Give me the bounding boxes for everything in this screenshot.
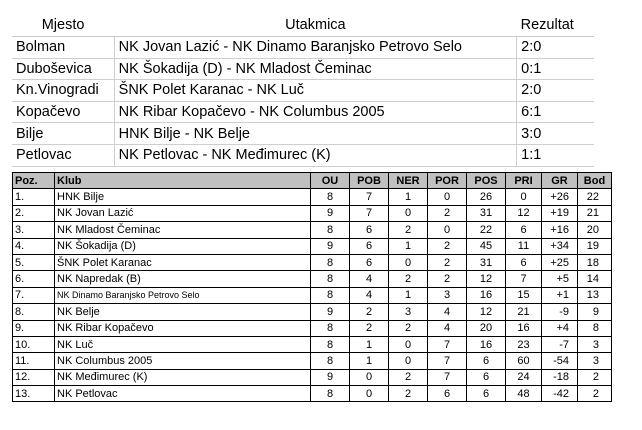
standing-points: 22 [578,189,612,205]
standing-goal-diff: +34 [542,238,578,254]
standing-losses: 2 [428,238,467,254]
standing-points: 18 [578,254,612,270]
standing-position: 12. [13,369,55,385]
standing-losses: 7 [428,369,467,385]
standing-position: 11. [13,353,55,369]
standing-points: 3 [578,353,612,369]
standing-position: 4. [13,238,55,254]
standing-club: NK Napredak (B) [55,271,311,287]
standing-row [13,205,612,221]
standing-wins: 2 [350,304,389,320]
standing-club: NK Columbus 2005 [55,353,311,369]
standing-points: 21 [578,205,612,221]
standing-draws: 2 [389,386,428,402]
header-pri: PRI [506,173,542,189]
header-ou: OU [311,173,350,189]
standing-club: NK Dinamo Baranjsko Petrovo Selo [55,287,311,303]
standing-position: 2. [13,205,55,221]
standing-losses: 2 [428,205,467,221]
standing-draws: 0 [389,353,428,369]
standing-wins: 6 [350,238,389,254]
standing-losses: 4 [428,304,467,320]
standing-draws: 2 [389,369,428,385]
standing-position: 7. [13,287,55,303]
standing-losses: 0 [428,189,467,205]
standing-goal-diff: +1 [542,287,578,303]
result-match: NK Ribar Kopačevo - NK Columbus 2005 [114,101,516,123]
standing-position: 10. [13,336,55,352]
standing-draws: 2 [389,271,428,287]
header-por: POR [428,173,467,189]
standing-row [13,369,612,385]
standing-played: 9 [311,205,350,221]
standing-played: 9 [311,369,350,385]
standing-points: 13 [578,287,612,303]
result-match: NK Šokadija (D) - NK Mladost Čeminac [114,58,516,80]
standing-draws: 2 [389,222,428,238]
standing-points: 2 [578,386,612,402]
header-bod: Bod [578,173,612,189]
standing-draws: 1 [389,189,428,205]
standing-losses: 6 [428,386,467,402]
standing-goals-against: 48 [506,386,542,402]
standing-points: 9 [578,304,612,320]
standing-goals-for: 12 [467,271,506,287]
standing-goal-diff: +25 [542,254,578,270]
standing-points: 3 [578,336,612,352]
result-score: 3:0 [517,123,594,145]
standing-draws: 3 [389,304,428,320]
result-place: Bolman [12,37,114,59]
standing-played: 8 [311,336,350,352]
header-pos-goals: POS [467,173,506,189]
standing-losses: 2 [428,271,467,287]
standing-wins: 1 [350,353,389,369]
standing-club: HNK Bilje [55,189,311,205]
standing-losses: 2 [428,254,467,270]
standing-club: NK Šokadija (D) [55,238,311,254]
standing-draws: 0 [389,336,428,352]
standing-wins: 7 [350,189,389,205]
standing-wins: 2 [350,320,389,336]
standing-goal-diff: -9 [542,304,578,320]
standing-goals-for: 6 [467,386,506,402]
standing-goals-against: 0 [506,189,542,205]
standing-goals-against: 21 [506,304,542,320]
standing-draws: 1 [389,238,428,254]
standing-goals-against: 7 [506,271,542,287]
result-place: Petlovac [12,144,114,166]
standing-goals-against: 6 [506,222,542,238]
standing-goals-against: 6 [506,254,542,270]
standing-played: 8 [311,353,350,369]
result-place: Kopačevo [12,101,114,123]
standing-row [13,336,612,352]
standing-row [13,320,612,336]
standing-points: 2 [578,369,612,385]
standing-losses: 7 [428,353,467,369]
standing-position: 3. [13,222,55,238]
standing-losses: 4 [428,320,467,336]
result-score: 6:1 [517,101,594,123]
standing-points: 19 [578,238,612,254]
standing-wins: 4 [350,271,389,287]
header-club: Klub [55,173,311,189]
standing-goals-for: 45 [467,238,506,254]
standing-points: 14 [578,271,612,287]
standing-goals-against: 16 [506,320,542,336]
standing-goals-for: 6 [467,353,506,369]
standing-wins: 0 [350,386,389,402]
standing-goals-for: 16 [467,287,506,303]
standing-wins: 0 [350,369,389,385]
standing-goals-against: 11 [506,238,542,254]
result-match: ŠNK Polet Karanac - NK Luč [114,80,516,102]
standing-goal-diff: -54 [542,353,578,369]
standing-club: ŠNK Polet Karanac [55,254,311,270]
standing-losses: 0 [428,222,467,238]
header-pob: POB [350,173,389,189]
standing-goals-for: 22 [467,222,506,238]
standing-goals-for: 16 [467,336,506,352]
standing-draws: 0 [389,205,428,221]
standing-played: 8 [311,254,350,270]
result-row [12,101,594,123]
result-row [12,123,594,145]
standing-goals-for: 12 [467,304,506,320]
standing-goals-against: 24 [506,369,542,385]
standing-played: 9 [311,238,350,254]
standing-goals-against: 23 [506,336,542,352]
standing-goals-for: 6 [467,369,506,385]
standing-points: 20 [578,222,612,238]
results-table [12,14,594,167]
standing-wins: 1 [350,336,389,352]
standing-losses: 7 [428,336,467,352]
result-row [12,58,594,80]
standing-club: NK Petlovac [55,386,311,402]
result-match: HNK Bilje - NK Belje [114,123,516,145]
standing-row [13,386,612,402]
standing-goals-against: 15 [506,287,542,303]
standing-goals-for: 31 [467,254,506,270]
standing-row [13,254,612,270]
standing-position: 1. [13,189,55,205]
standing-losses: 3 [428,287,467,303]
standing-goals-for: 20 [467,320,506,336]
result-row [12,80,594,102]
standing-goal-diff: -18 [542,369,578,385]
standing-club: NK Belje [55,304,311,320]
standing-played: 8 [311,189,350,205]
standing-wins: 7 [350,205,389,221]
standing-points: 8 [578,320,612,336]
standing-row [13,304,612,320]
standing-played: 8 [311,222,350,238]
standing-position: 8. [13,304,55,320]
standing-club: NK Ribar Kopačevo [55,320,311,336]
header-place: Mjesto [12,14,114,37]
standing-played: 9 [311,304,350,320]
header-pos: Poz. [13,173,55,189]
result-score: 2:0 [517,80,594,102]
standing-row [13,287,612,303]
standing-goal-diff: +19 [542,205,578,221]
standings-header-row [13,173,612,189]
standing-goal-diff: +16 [542,222,578,238]
standing-goals-against: 12 [506,205,542,221]
standing-wins: 6 [350,222,389,238]
standing-played: 8 [311,386,350,402]
standing-position: 13. [13,386,55,402]
standing-goal-diff: -7 [542,336,578,352]
standing-club: NK Mladost Čeminac [55,222,311,238]
result-score: 1:1 [517,144,594,166]
standing-goals-for: 26 [467,189,506,205]
standing-position: 6. [13,271,55,287]
standing-goals-against: 60 [506,353,542,369]
standing-wins: 4 [350,287,389,303]
results-header-row [12,14,594,37]
standing-goal-diff: -42 [542,386,578,402]
standing-played: 8 [311,287,350,303]
result-match: NK Jovan Lazić - NK Dinamo Baranjsko Petrovo Selo [114,37,516,59]
standing-goal-diff: +26 [542,189,578,205]
standing-played: 8 [311,271,350,287]
standing-draws: 2 [389,320,428,336]
standing-goal-diff: +4 [542,320,578,336]
standing-played: 8 [311,320,350,336]
standing-row [13,238,612,254]
standing-row [13,222,612,238]
standing-position: 5. [13,254,55,270]
result-place: Kn.Vinogradi [12,80,114,102]
standing-draws: 1 [389,287,428,303]
header-gr: GR [542,173,578,189]
standing-club: NK Međimurec (K) [55,369,311,385]
result-place: Bilje [12,123,114,145]
standing-position: 9. [13,320,55,336]
standing-club: NK Jovan Lazić [55,205,311,221]
standing-draws: 0 [389,254,428,270]
standing-goals-for: 31 [467,205,506,221]
standing-wins: 6 [350,254,389,270]
result-row [12,37,594,59]
standing-club: NK Luč [55,336,311,352]
result-place: Duboševica [12,58,114,80]
result-score: 0:1 [517,58,594,80]
standing-row [13,271,612,287]
header-match: Utakmica [114,14,516,37]
header-result: Rezultat [517,14,594,37]
standing-goal-diff: +5 [542,271,578,287]
result-row [12,144,594,166]
standings-table [12,172,612,402]
header-ner: NER [389,173,428,189]
result-match: NK Petlovac - NK Međimurec (K) [114,144,516,166]
standing-row [13,189,612,205]
result-score: 2:0 [517,37,594,59]
standing-row [13,353,612,369]
